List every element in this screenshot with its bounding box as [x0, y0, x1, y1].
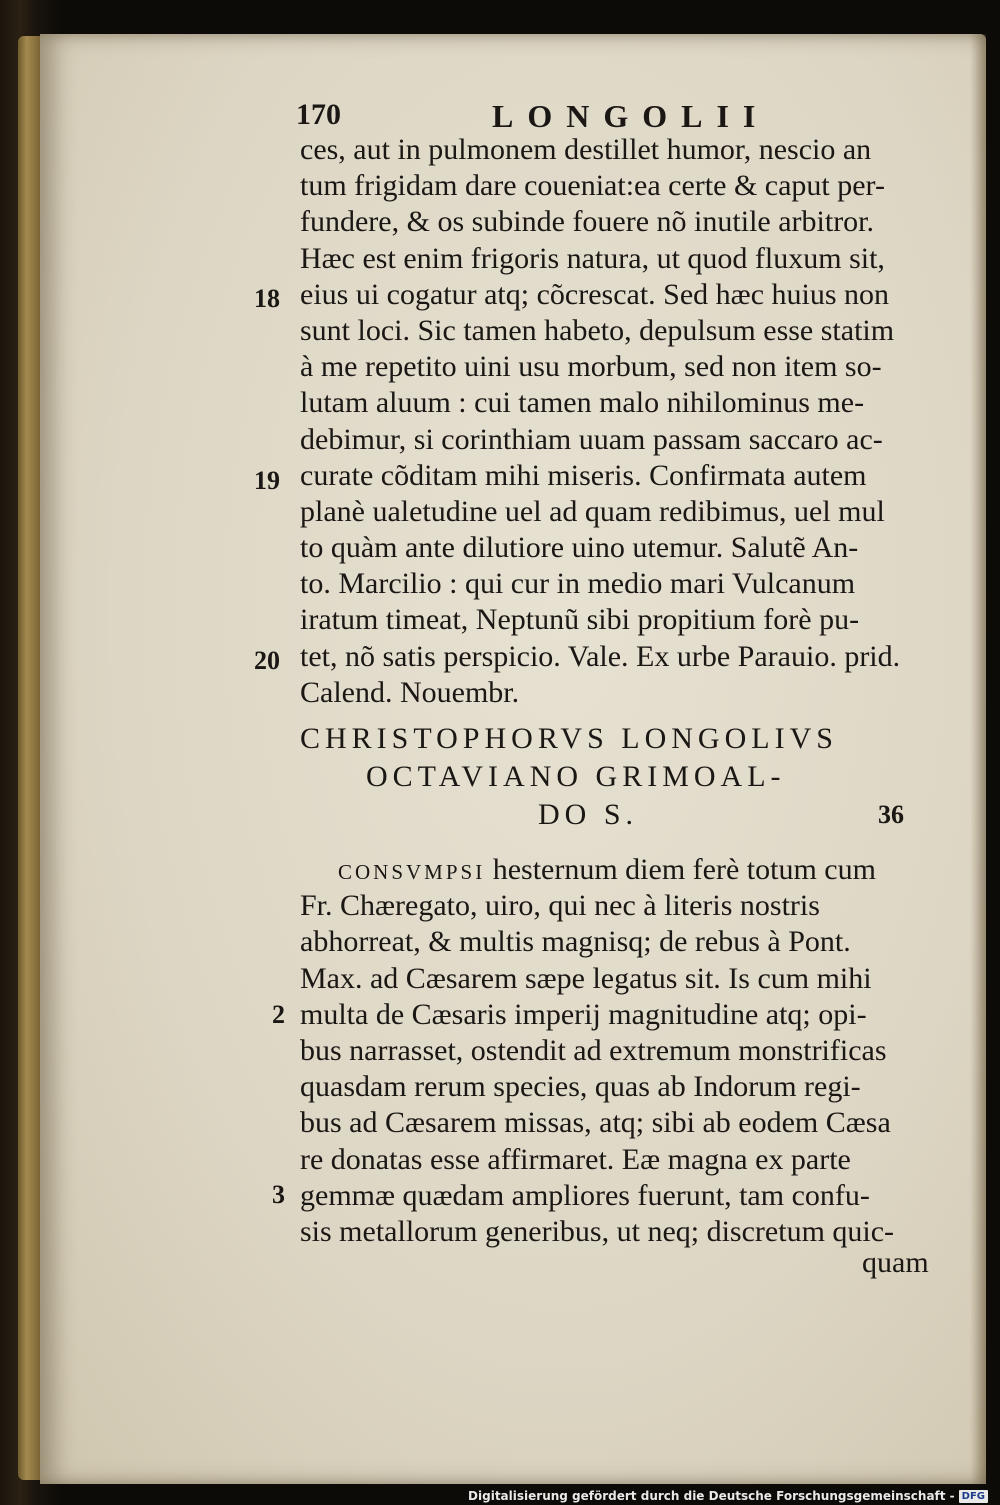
- margin-number: 19: [254, 466, 280, 495]
- text-line: curate cõditam mihi miseris. Confirmata autem: [300, 458, 867, 492]
- text-line: Calend. Nouembr.: [300, 675, 520, 709]
- text-line: Max. ad Cæsarem sæpe legatus sit. Is cum mihi: [300, 961, 872, 995]
- running-head: LONGOLII: [492, 98, 770, 134]
- opening-line-rest: hesternum diem ferè totum cum: [485, 853, 876, 886]
- digitization-footer: [468, 1489, 988, 1503]
- text-line: quasdam rerum species, quas ab Indorum regi-: [300, 1070, 861, 1104]
- text-line: sis metallorum generibus, ut neq; discretum quic-: [300, 1214, 895, 1248]
- heading-line-salutation: [300, 796, 950, 834]
- letter-number: 36: [878, 800, 904, 829]
- heading-line-recipient: OCTAVIANO GRIMOAL-: [366, 760, 786, 793]
- text-line: à me repetito uini usu morbum, sed non item so-: [300, 350, 882, 384]
- margin-number: 2: [272, 1000, 285, 1029]
- margin-number: 3: [272, 1180, 285, 1209]
- text-line: to. Marcilio : qui cur in medio mari Vulcanum: [300, 567, 856, 601]
- text-line: re donatas esse affirmaret. Eæ magna ex parte: [300, 1142, 851, 1176]
- text-line: abhorreat, & multis magnisq; de rebus à Pont.: [300, 925, 851, 959]
- margin-number: 18: [254, 284, 280, 313]
- text-line: eius ui cogatur atq; cõcrescat. Sed hæc huius non: [300, 277, 890, 311]
- text-line: debimur, si corinthiam uuam passam saccaro ac-: [300, 422, 883, 456]
- heading-line-sender: CHRISTOPHORVS LONGOLIVS: [300, 722, 838, 755]
- book-fore-edge: [18, 36, 40, 1480]
- text-line: ces, aut in pulmonem destillet humor, nescio an: [300, 133, 872, 166]
- text-line: fundere, & os subinde fouere nõ inutile arbitror.: [300, 205, 875, 239]
- text-line: lutam aluum : cui tamen malo nihilominus me-: [300, 386, 865, 420]
- text-line: Hæc est enim frigoris natura, ut quod fluxum sit,: [300, 241, 885, 275]
- text-line: to quàm ante dilutiore uino utemur. Salutẽ An-: [300, 531, 859, 565]
- letter-heading: [300, 720, 950, 834]
- footer-credit: Digitalisierung gefördert durch die Deutsche Forschungsgemeinschaft -: [468, 1489, 955, 1503]
- catchword: quam: [862, 1246, 929, 1279]
- text-line: tet, nõ satis perspicio. Vale. Ex urbe Parauio. prid.: [300, 639, 901, 673]
- body-text-block: [300, 132, 950, 711]
- text-line: tum frigidam dare coueniat:ea certe & caput per-: [300, 169, 885, 203]
- margin-number: 20: [254, 646, 280, 675]
- text-line: gemmæ quædam ampliores fuerunt, tam confu-: [300, 1178, 870, 1212]
- page-number: 170: [296, 98, 341, 131]
- text-line-opening: [300, 852, 950, 888]
- text-line: Fr. Chæregato, uiro, qui nec à literis nostris: [300, 889, 820, 923]
- text-line: iratum timeat, Neptunũ sibi propitium forè pu-: [300, 603, 860, 637]
- text-line: sunt loci. Sic tamen habeto, depulsum esse statim: [300, 313, 895, 347]
- heading-salutation-text: DO S.: [538, 798, 639, 831]
- text-line: bus narrasset, ostendit ad extremum monstrificas: [300, 1033, 887, 1067]
- text-line: bus ad Cæsarem missas, atq; sibi ab eodem Cæsa: [300, 1106, 891, 1140]
- text-line: multa de Cæsaris imperij magnitudine atq; opi-: [300, 997, 867, 1031]
- opening-word: CONSVMPSI: [338, 860, 486, 884]
- letter-body: [300, 852, 950, 1250]
- dfg-logo-icon: DFG: [959, 1490, 988, 1503]
- text-line: planè ualetudine uel ad quam redibimus, uel mul: [300, 494, 885, 528]
